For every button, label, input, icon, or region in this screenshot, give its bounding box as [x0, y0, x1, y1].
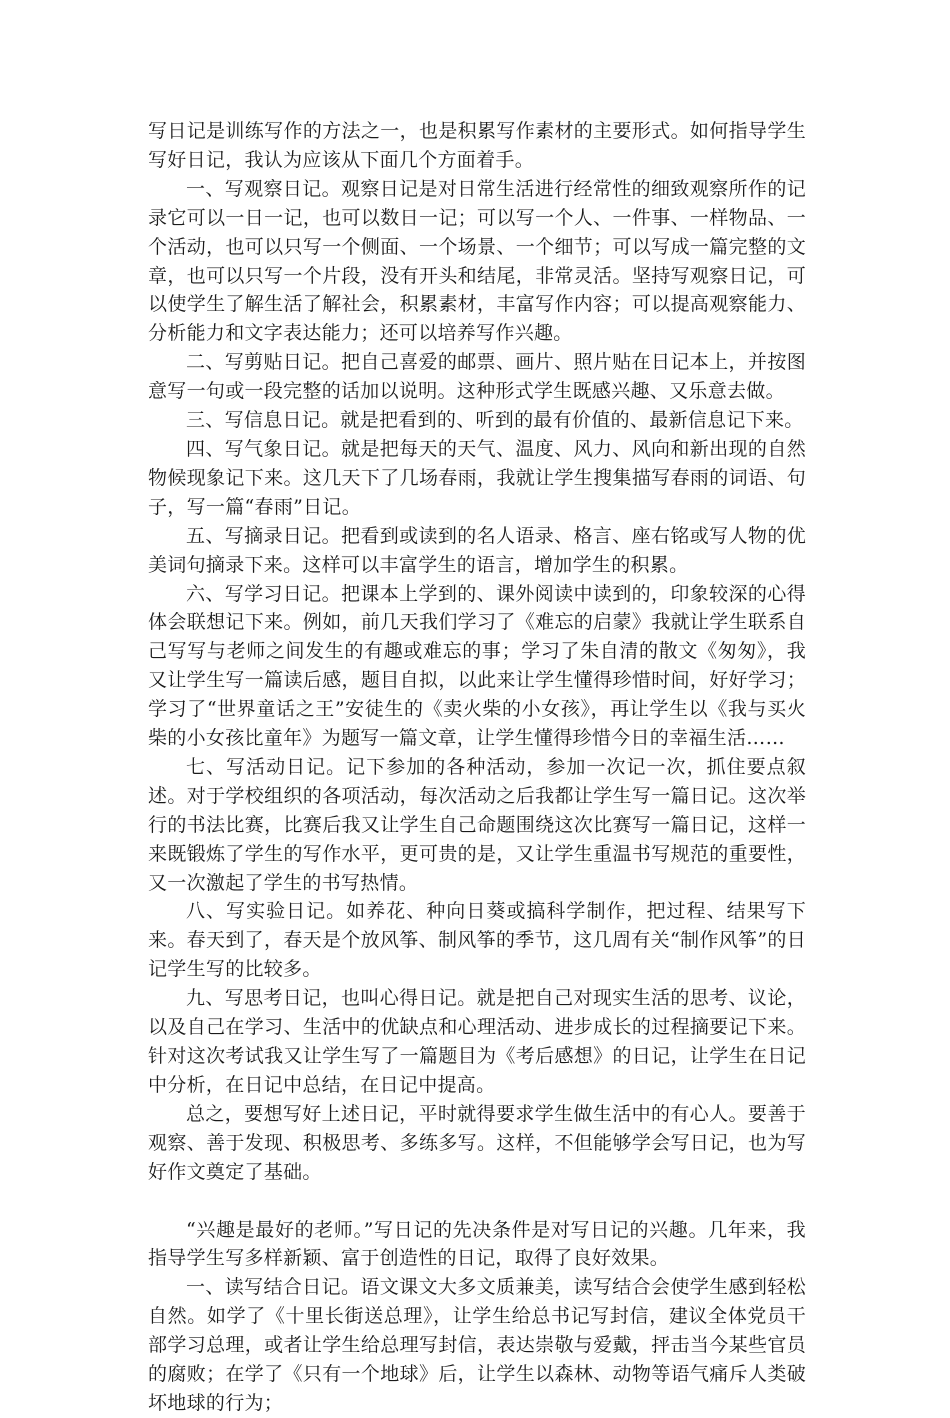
paragraph-excerpt-diary: 五、写摘录日记。把看到或读到的名人语录、格言、座右铭或写人物的优美词句摘录下来。这样可以丰富学生的语言，增加学生的积累。	[148, 524, 806, 576]
paragraph-interest: “兴趣是最好的老师。”写日记的先决条件是对写日记的兴趣。几年来，我指导学生写多样新颖、富于创造性的日记，取得了良好效果。	[148, 1218, 806, 1270]
paragraph-gap	[148, 1187, 806, 1216]
paragraph-activity-diary: 七、写活动日记。记下参加的各种活动，参加一次记一次，抓住要点叙述。对于学校组织的各项活动，每次活动之后我都让学生写一篇日记。这次举行的书法比赛，比赛后我又让学生自己命题围绕这次比赛写一篇日记，这样一来既锻炼了学生的写作水平，更可贵的是，又让学生重温书写规范的重要性，又一次激起了学生的书写热情。	[148, 755, 806, 894]
document-body	[148, 117, 806, 1418]
paragraph-weather-diary: 四、写气象日记。就是把每天的天气、温度、风力、风向和新出现的自然物候现象记下来。这几天下了几场春雨，我就让学生搜集描写春雨的词语、句子，写一篇“春雨”日记。	[148, 437, 806, 518]
paragraph-scrapbook-diary: 二、写剪贴日记。把自己喜爱的邮票、画片、照片贴在日记本上，并按图意写一句或一段完整的话加以说明。这种形式学生既感兴趣、又乐意去做。	[148, 351, 806, 403]
paragraph-study-diary: 六、写学习日记。把课本上学到的、课外阅读中读到的，印象较深的心得体会联想记下来。例如，前几天我们学习了《难忘的启蒙》我就让学生联系自己写写与老师之间发生的有趣或难忘的事；学习了朱自清的散文《匆匆》，我又让学生写一篇读后感，题目自拟，以此来让学生懂得珍惜时间，好好学习；学习了“世界童话之王”安徒生的《卖火柴的小女孩》，再让学生以《我与买火柴的小女孩比童年》为题写一篇文章，让学生懂得珍惜今日的幸福生活……	[148, 582, 806, 750]
paragraph-information-diary: 三、写信息日记。就是把看到的、听到的最有价值的、最新信息记下来。	[186, 409, 804, 432]
paragraph-reading-writing-diary: 一、读写结合日记。语文课文大多文质兼美，读写结合会使学生感到轻松自然。如学了《十里长街送总理》，让学生给总书记写封信，建议全体党员干部学习总理，或者让学生给总理写封信，表达崇敬与爱戴，抨击当今某些官员的腐败；在学了《只有一个地球》后，让学生以森林、动物等语气痛斥人类破坏地球的行为；	[148, 1276, 806, 1414]
paragraph-reflection-diary: 九、写思考日记，也叫心得日记。就是把自己对现实生活的思考、议论，以及自己在学习、生活中的优缺点和心理活动、进步成长的过程摘要记下来。针对这次考试我又让学生写了一篇题目为《考后感想》的日记，让学生在日记中分析，在日记中总结，在日记中提高。	[148, 987, 806, 1096]
paragraph-summary: 总之，要想写好上述日记，平时就得要求学生做生活中的有心人。要善于观察、善于发现、积极思考、多练多写。这样，不但能够学会写日记，也为写好作文奠定了基础。	[148, 1102, 806, 1183]
paragraph-intro: 写日记是训练写作的方法之一，也是积累写作素材的主要形式。如何指导学生写好日记，我认为应该从下面几个方面着手。	[148, 120, 806, 171]
paragraph-experiment-diary: 八、写实验日记。如养花、种向日葵或搞科学制作，把过程、结果写下来。春天到了，春天是个放风筝、制风筝的季节，这几周有关“制作风筝”的日记学生写的比较多。	[148, 900, 806, 981]
paragraph-observation-diary: 一、写观察日记。观察日记是对日常生活进行经常性的细致观察所作的记录它可以一日一记，也可以数日一记；可以写一个人、一件事、一样物品、一个活动，也可以只写一个侧面、一个场景、一个细节；可以写成一篇完整的文章，也可以只写一个片段，没有开头和结尾，非常灵活。坚持写观察日记，可以使学生了解生活了解社会，积累素材，丰富写作内容；可以提高观察能力、分析能力和文字表达能力；还可以培养写作兴趣。	[148, 177, 806, 345]
